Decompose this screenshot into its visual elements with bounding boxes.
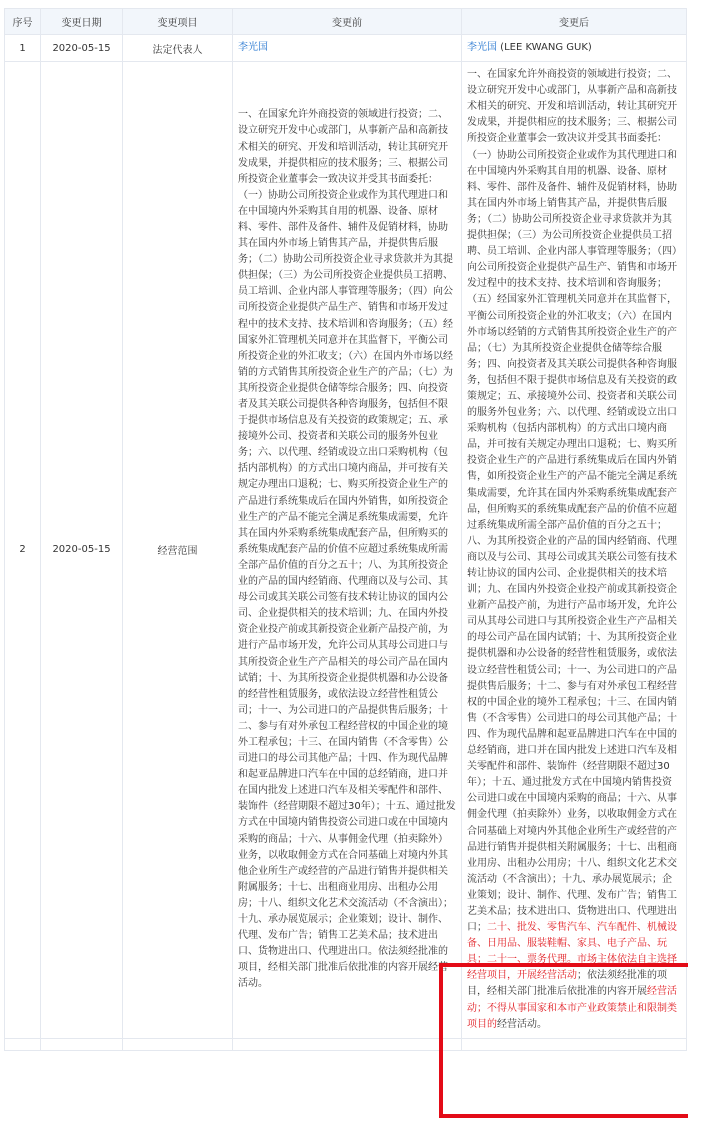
business-scope-after [462,62,687,1039]
row-after [462,1038,687,1050]
page-scrollbar[interactable] [688,0,706,1122]
scope-after-approval-text: ；依法须经批准的项目，经相关部门批准后依批准的内容开展 [467,970,667,998]
header-index: 序号 [5,9,41,35]
scope-after-restriction-text: 经营活动；不得从事国家和本市产业政策禁止和限制类项目的 [467,986,677,1030]
row-item [123,1038,233,1050]
row-item: 经营范围 [123,62,233,1039]
row-index [5,1038,41,1050]
legal-rep-english-name: (LEE KWANG GUK) [497,42,592,53]
header-before: 变更前 [233,9,462,35]
row-after [462,35,687,62]
scope-after-added-items: 二十、批发、零售汽车、汽车配件、机械设备、日用品、服装鞋帽、家具、电子产品、玩具；二十一、票务代理。市场主体依法自主选择经营项目，开展经营活动 [467,922,677,982]
table-header-row [5,9,687,35]
header-date: 变更日期 [41,9,123,35]
business-scope-before: 一、在国家允许外商投资的领域进行投资；二、设立研究开发中心或部门，从事新产品和高新技术相关的研究、开发和培训活动，转让其研究开发成果，并提供相应的技术服务；三、根据公司所投资企业董事会一致决议并受其书面委托：（一）协助公司所投资企业或作为其代理进口和在中国境内外采购其自用的机器、设备、原材料、零件、部件及备件、辅件及促销材料，协助其在国内外市场上销售其产品，并提供售后服务；（二）协助公司所投资企业寻求贷款并为其提供担保；（三）为公司所投资企业提供员工招聘、员工培训、企业内部人事管理等服务；（四）向公司所投资企业提供产品生产、销售和市场开发过程中的技术支持、技术培训和咨询服务；（五）经国家外汇管理机关同意并在其监督下，平衡公司所投资企业的外汇收支；（六）在国内外市场以经销的方式销售其所投资企业生产的产品；（七）为其所投资企业提供仓储等综合服务；四、向投资者及其关联公司提供各种咨询服务，包括但不限于提供市场信息及有关投资的政策规定；五、承接境外公司、投资者和关联公司的服务外包业务；六、以代理、经销或设立出口采购机构（包括内部机构）的方式出口境内商品，并可按有关规定办理出口退税；七、购买所投资企业生产的产品进行系统集成后在国内外销售，如所投资企业生产的产品不能完全满足系统集成需要，允许其在国内外采购系统集成配套产品，但所购买的系统集成配套产品的价值不应超过系统集成所需全部产品价值的百分之五十；八、为其所投资企业的产品的国内经销商、代理商以及与公司、其母公司或其关联公司签有技术转让协议的国内公司、企业提供相关的技术培训；九、在国内外投资企业投产前或其新投资企业新产品投产前，为进行产品市场开发，允许公司从其母公司进口与其所投资企业生产产品相关的母公司产品在国内试销；十、为其所投资企业提供机器和办公设备的经营性租赁服务，或依法设立经营性租赁公司；十一、为公司进口的产品提供售后服务；十二、参与有对外承包工程经营权的中国企业的境外工程承包；十三、在国内销售（不含零售）公司进口的母公司其他产品；十四、作为现代品牌和起亚品牌进口汽车在中国的总经销商，进口并在国内批发上述进口汽车及相关零配件和部件、装饰件（经营期限不超过30年）；十五、通过批发方式在中国境内销售投资公司进口或在中国境内采购的商品；十六、从事佣金代理（拍卖除外）业务，以收取佣金方式在合同基础上对境内外其他企业所生产或经营的产品进行销售并提供相关附属服务；十七、出租商业用房、出租办公用房；十八、组织文化艺术交流活动（不含演出）；十九、承办展览展示；企业策划；设计、制作、代理、发布广告；销售工艺美术品；技术进出口、货物进出口、代理进出口。依法须经批准的项目，经相关部门批准后依批准的内容开展经营活动。 [233,62,462,1039]
row-date: 2020-05-15 [41,62,123,1039]
row-date: 2020-05-15 [41,35,123,62]
table-row [5,1038,687,1050]
scope-after-end: 经营活动。 [497,1018,547,1030]
row-date [41,1038,123,1050]
table-row [5,62,687,1039]
legal-rep-after-link[interactable]: 李光国 [467,42,497,53]
header-item: 变更项目 [123,9,233,35]
row-index: 2 [5,62,41,1039]
row-index: 1 [5,35,41,62]
scope-after-main: 一、在国家允许外商投资的领域进行投资；二、设立研究开发中心或部门，从事新产品和高新技术相关的研究、开发和培训活动，转让其研究开发成果，并提供相应的技术服务；三、根据公司所投资企业董事会一致决议并受其书面委托：（一）协助公司所投资企业或作为其代理进口和在中国境内外采购其自用的机器、设备、原材料、零件、部件及备件、辅件及促销材料，协助其在国内外市场上销售其产品，并提供售后服务；（二）协助公司所投资企业寻求贷款并为其提供担保；（三）为公司所投资企业提供员工招聘、员工培训、企业内部人事管理等服务；（四）向公司所投资企业提供产品生产、销售和市场开发过程中的技术支持、技术培训和咨询服务；（五）经国家外汇管理机关同意并在其监督下，平衡公司所投资企业的外汇收支；（六）在国内外市场以经销的方式销售其所投资企业生产的产品；（七）为其所投资企业提供仓储等综合服务；四、向投资者及其关联公司提供各种咨询服务，包括但不限于提供市场信息及有关投资的政策规定；五、承接境外公司、投资者和关联公司的服务外包业务；六、以代理、经销或设立出口采购机构（包括内部机构）的方式出口境内商品，并可按有关规定办理出口退税；七、购买所投资企业生产的产品进行系统集成后在国内外销售，如所投资企业生产的产品不能完全满足系统集成需要，允许其在国内外采购系统集成配套产品，但所购买的系统集成配套产品的价值不应超过系统集成所需全部产品价值的百分之五十；八、为其所投资企业的产品的国内经销商、代理商以及与公司、其母公司或其关联公司签有技术转让协议的国内公司、企业提供相关的技术培训；九、在国内外投资企业投产前或其新投资企业新产品投产前，为进行产品市场开发，允许公司从其母公司进口与其所投资企业生产产品相关的母公司产品在国内试销；十、为其所投资企业提供机器和办公设备的经营性租赁服务，或依法设立经营性租赁公司；十一、为公司进口的产品提供售后服务；十二、参与有对外承包工程经营权的中国企业的境外工程承包；十三、在国内销售（不含零售）公司进口的母公司其他产品；十四、作为现代品牌和起亚品牌进口汽车在中国的总经销商，进口并在国内批发上述进口汽车及相关零配件和部件、装饰件（经营期限不超过30年）；十五、通过批发方式在中国境内销售投资公司进口或在中国境内采购的商品；十六、从事佣金代理（拍卖除外）业务，以收取佣金方式在合同基础上对境内外其他企业所生产或经营的产品进行销售并提供相关附属服务；十七、出租商业用房、出租办公用房；十八、组织文化艺术交流活动（不含演出）；十九、承办展览展示；企业策划；设计、制作、代理、发布广告；销售工艺美术品；技术进出口、货物进出口、代理进出口； [467,69,677,934]
change-records-table [4,8,687,1051]
row-before [233,35,462,62]
row-item: 法定代表人 [123,35,233,62]
row-before [233,1038,462,1050]
table-row [5,35,687,62]
legal-rep-before-link[interactable]: 李光国 [238,42,268,53]
header-after: 变更后 [462,9,687,35]
